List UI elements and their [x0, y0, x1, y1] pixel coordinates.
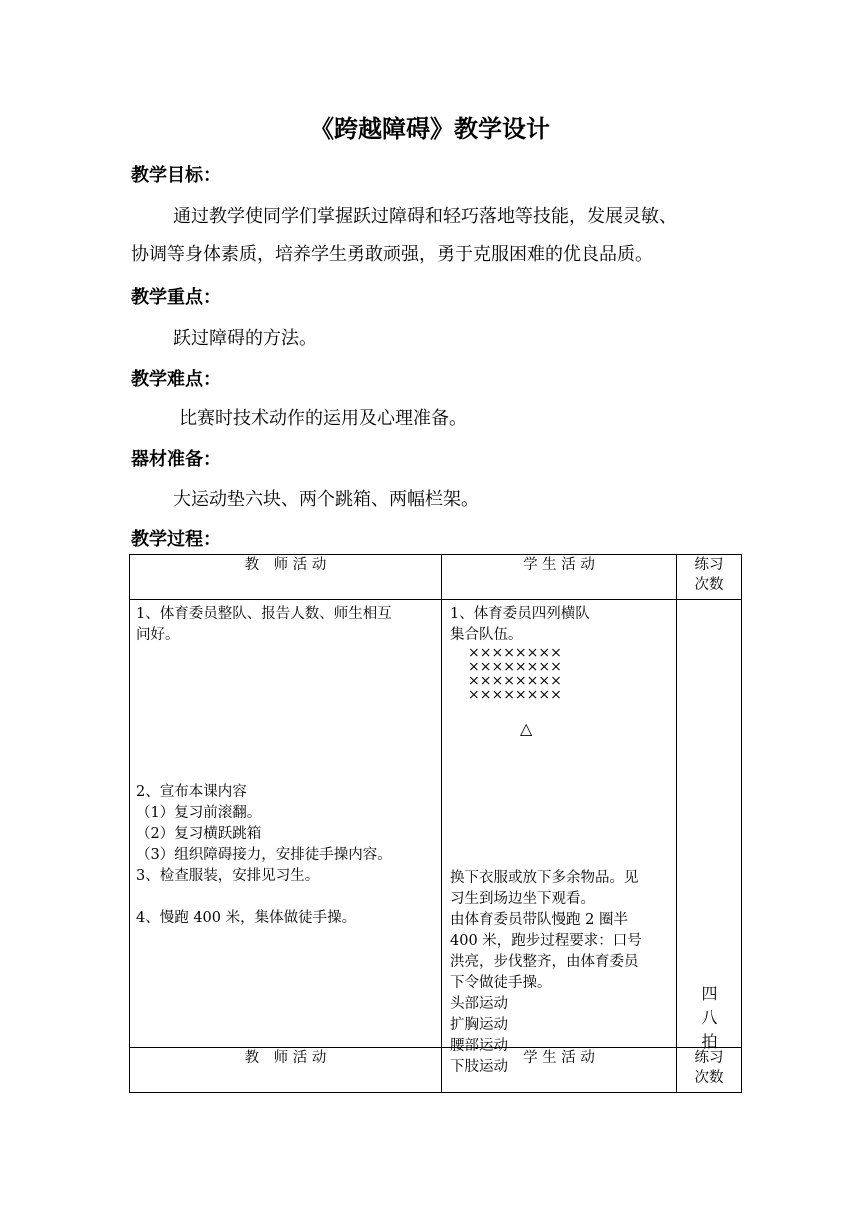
objective-text: [131, 198, 743, 274]
teacher-item-3: 3、检查服装，安排见习生。: [136, 868, 320, 884]
header-count-repeat-line-2: 次数: [694, 1070, 724, 1086]
student-text-6: 下令做徒手操。: [450, 975, 552, 991]
objective-line-1: 通过教学使同学们掌握跃过障碍和轻巧落地等技能，发展灵敏、: [173, 206, 677, 227]
teacher-item-2: 2、宣布本课内容: [136, 784, 247, 800]
equipment-heading: 器材准备：: [131, 449, 221, 470]
exercise-legs: 下肢运动: [450, 1059, 508, 1075]
objective-heading: 教学目标：: [131, 165, 221, 186]
student-text-2: 习生到场边坐下观看。: [450, 891, 595, 907]
exercise-waist: 腰部运动: [450, 1038, 508, 1054]
table-header-row: [130, 555, 742, 600]
count-char-3: 拍: [701, 1032, 718, 1051]
header-count: [677, 555, 742, 600]
process-heading: 教学过程：: [131, 529, 221, 550]
key-point-heading: 教学重点：: [131, 287, 221, 308]
header-count-line-2: 次数: [694, 577, 724, 593]
objective-line-2: 协调等身体素质，培养学生勇敢顽强，勇于克服困难的优良品质。: [131, 244, 653, 265]
exercise-chest: 扩胸运动: [450, 1017, 508, 1033]
student-text-5: 洪亮，步伐整齐，由体育委员: [450, 954, 639, 970]
exercise-head: 头部运动: [450, 996, 508, 1012]
teacher-item-1b: 问好。: [136, 627, 180, 643]
formation-row-2: ××××××××: [468, 659, 562, 675]
teacher-item-4: 4、慢跑 400 米，集体做徒手操。: [136, 910, 357, 926]
teacher-item-2-1: （1）复习前滚翻。: [136, 805, 262, 821]
equipment-text: 大运动垫六块、两个跳箱、两幅栏架。: [173, 489, 479, 510]
teacher-item-1a: 1、体育委员整队、报告人数、师生相互: [136, 606, 392, 622]
student-text-3: 由体育委员带队慢跑 2 圈半: [450, 912, 628, 928]
count-cell: [677, 600, 742, 1051]
teacher-position-triangle: △: [520, 719, 533, 738]
header-count-repeat: [677, 1048, 742, 1093]
student-text-4: 400 米，跑步过程要求：口号: [450, 933, 642, 949]
header-student-repeat: 学 生 活 动: [442, 1048, 677, 1093]
formation-row-1: ××××××××: [468, 645, 562, 661]
header-teacher: 教 师 活 动: [130, 555, 442, 600]
key-point-text: 跃过障碍的方法。: [173, 328, 317, 349]
header-teacher-repeat: 教 师 活 动: [130, 1048, 442, 1093]
page-title: 《跨越障碍》教学设计: [310, 114, 550, 143]
table-row: [130, 600, 742, 1048]
student-line-2: 集合队伍。: [450, 627, 523, 643]
count-char-1: 四: [701, 984, 718, 1003]
table-header-row-repeat: [130, 1048, 742, 1093]
teacher-activity-cell: [130, 600, 442, 1048]
count-char-2: 八: [701, 1008, 718, 1027]
header-student: 学 生 活 动: [442, 555, 677, 600]
student-text-1: 换下衣服或放下多余物品。见: [450, 870, 639, 886]
difficulty-text: 比赛时技术动作的运用及心理准备。: [179, 408, 467, 429]
header-count-line-1: 练习: [694, 557, 724, 573]
header-count-repeat-line-1: 练习: [694, 1050, 724, 1066]
student-line-1: 1、体育委员四列横队: [450, 606, 590, 622]
formation-row-4: ××××××××: [468, 687, 562, 703]
process-table: [129, 554, 742, 1093]
difficulty-heading: 教学难点：: [131, 369, 221, 390]
formation-row-3: ××××××××: [468, 673, 562, 689]
teacher-item-2-2: （2）复习横跃跳箱: [136, 826, 262, 842]
teacher-item-2-3: （3）组织障碍接力，安排徒手操内容。: [136, 847, 392, 863]
